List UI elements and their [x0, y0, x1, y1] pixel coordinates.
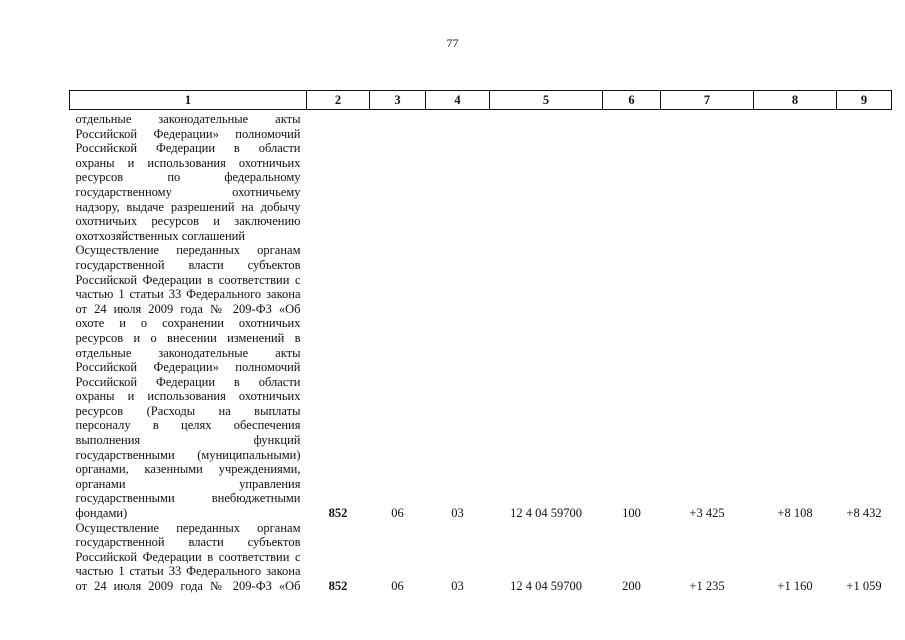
description-line: Российской Федерации в соответствии с: [75, 272, 301, 287]
description-line: персоналу в целях обеспечения: [75, 418, 301, 433]
description-line: Российской Федерации» полномочий: [75, 360, 301, 375]
row-cell: [426, 110, 490, 244]
description-line: от 24 июля 2009 года № 209-ФЗ «Об: [75, 301, 301, 316]
description-line: государственному охотничьему: [75, 184, 301, 199]
description-line: органами, казенными учреждениями,: [75, 462, 301, 477]
column-header: 5: [490, 91, 603, 110]
description-line: Российской Федерации в соответствии с: [75, 549, 301, 564]
description-line: охоте и о сохранении охотничьих: [75, 316, 301, 331]
column-header: 9: [837, 91, 892, 110]
description-line: отдельные законодательные акты: [75, 112, 301, 126]
row-cell: +1 160: [777, 579, 813, 593]
description-line: Осуществление переданных органам: [75, 243, 301, 258]
description-line: охраны и использования охотничьих: [75, 389, 301, 404]
description-line: охотхозяйственных соглашений: [75, 228, 246, 243]
budget-table: [69, 90, 892, 594]
row-cell: 06: [391, 579, 404, 593]
description-line: выполнения функций: [75, 433, 301, 448]
column-header: 7: [661, 91, 754, 110]
row-cell: 03: [451, 506, 464, 521]
table-row: [70, 243, 892, 520]
row-cell: 852: [328, 506, 348, 521]
description-line: охраны и использования охотничьих: [75, 155, 301, 170]
description-line: частью 1 статьи 33 Федерального закона: [75, 287, 301, 302]
description-line: ресурсов и о внесении изменений в: [75, 330, 301, 345]
row-cell: 852: [328, 579, 348, 593]
description-line: Осуществление переданных органам: [75, 520, 301, 535]
description-line: государственными (муниципальными): [75, 447, 301, 462]
column-header: 6: [603, 91, 661, 110]
description-line: ресурсов по федеральному: [75, 170, 301, 185]
description-line: надзору, выдаче разрешений на добычу: [75, 199, 301, 214]
description-line: фондами): [75, 506, 128, 521]
row-cell: +1 059: [846, 579, 882, 593]
description-line: Российской Федерации в области: [75, 374, 301, 389]
row-description: [70, 243, 307, 520]
description-line: государственной власти субъектов: [75, 257, 301, 272]
row-description: [70, 521, 307, 594]
column-header: 3: [370, 91, 426, 110]
description-line: государственными внебюджетными: [75, 491, 301, 506]
row-cell: [307, 110, 370, 244]
table-row: [70, 521, 892, 594]
row-cell: +3 425: [689, 506, 725, 521]
description-line: частью 1 статьи 33 Федерального закона: [75, 564, 301, 579]
row-cell: 12 4 04 59700: [510, 506, 582, 521]
description-line: Российской Федерации» полномочий: [75, 126, 301, 141]
row-cell: [754, 110, 837, 244]
table-row: [70, 110, 892, 244]
description-line: от 24 июля 2009 года № 209-ФЗ «Об: [75, 579, 301, 593]
column-header: 8: [754, 91, 837, 110]
row-cell: 12 4 04 59700: [510, 579, 582, 593]
table-header-row: [70, 91, 892, 110]
page-number: 77: [446, 36, 459, 50]
row-cell: 100: [622, 506, 641, 521]
row-cell: 200: [622, 579, 641, 593]
description-line: охотничьих ресурсов и заключению: [75, 214, 301, 229]
row-description: [70, 110, 307, 244]
description-line: органами управления: [75, 476, 301, 491]
column-header: 1: [70, 91, 307, 110]
row-cell: 03: [451, 579, 464, 593]
description-line: ресурсов (Расходы на выплаты: [75, 403, 301, 418]
row-cell: [490, 110, 603, 244]
row-cell: +8 108: [777, 506, 813, 521]
row-cell: +8 432: [846, 506, 882, 521]
description-line: отдельные законодательные акты: [75, 345, 301, 360]
column-header: 4: [426, 91, 490, 110]
column-header: 2: [307, 91, 370, 110]
row-cell: +1 235: [689, 579, 725, 593]
row-cell: [603, 110, 661, 244]
row-cell: [370, 110, 426, 244]
description-line: государственной власти субъектов: [75, 535, 301, 550]
row-cell: 06: [391, 506, 404, 521]
row-cell: [661, 110, 754, 244]
description-line: Российской Федерации в области: [75, 141, 301, 156]
row-cell: [837, 110, 892, 244]
